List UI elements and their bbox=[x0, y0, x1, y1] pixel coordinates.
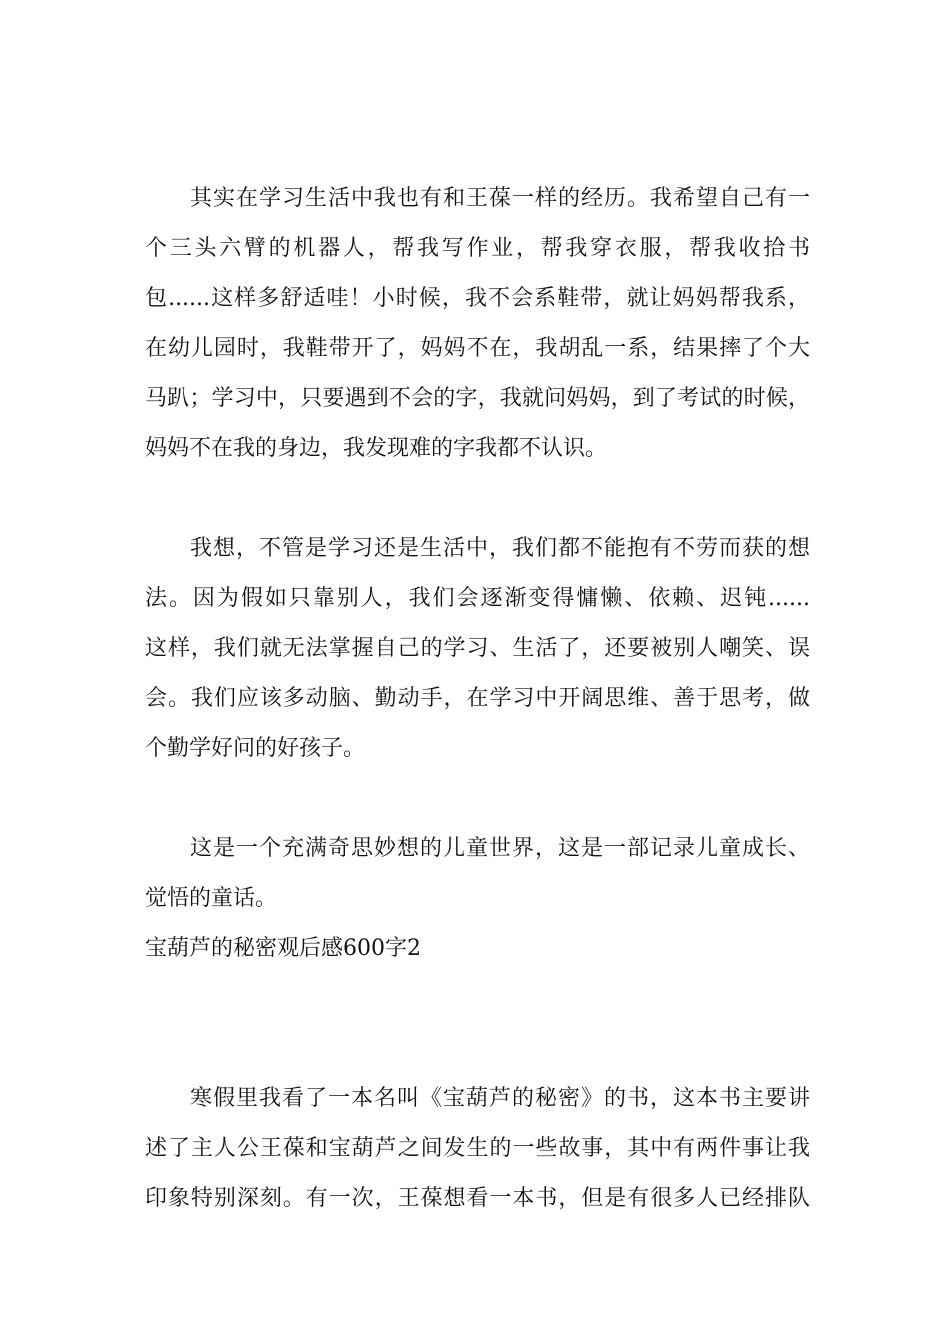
section-heading: 宝葫芦的秘密观后感600字2 bbox=[145, 936, 421, 961]
paragraph-line: 马趴；学习中，只要遇到不会的字，我就问妈妈，到了考试的时候， bbox=[145, 386, 810, 411]
paragraph-line: 这是一个充满奇思妙想的儿童世界，这是一部记录儿童成长、 bbox=[190, 836, 810, 861]
paragraph-line: 觉悟的童话。 bbox=[145, 886, 278, 911]
paragraph-line: 个三头六臂的机器人，帮我写作业，帮我穿衣服，帮我收拾书 bbox=[145, 236, 810, 261]
paragraph-line: 这样，我们就无法掌握自己的学习、生活了，还要被别人嘲笑、误 bbox=[145, 636, 810, 661]
paragraph-line: 在幼儿园时，我鞋带开了，妈妈不在，我胡乱一系，结果摔了个大 bbox=[145, 336, 810, 361]
paragraph-line: 妈妈不在我的身边，我发现难的字我都不认识。 bbox=[145, 436, 608, 461]
paragraph-line: 我想，不管是学习还是生活中，我们都不能抱有不劳而获的想 bbox=[190, 536, 810, 561]
paragraph-line: 述了主人公王葆和宝葫芦之间发生的一些故事，其中有两件事让我 bbox=[145, 1136, 810, 1161]
paragraph-line: 会。我们应该多动脑、勤动手，在学习中开阔思维、善于思考，做 bbox=[145, 686, 810, 711]
paragraph-line: 印象特别深刻。有一次，王葆想看一本书，但是有很多人已经排队 bbox=[145, 1186, 810, 1211]
paragraph-line: 包......这样多舒适哇！小时候，我不会系鞋带，就让妈妈帮我系， bbox=[145, 286, 810, 311]
paragraph-line: 其实在学习生活中我也有和王葆一样的经历。我希望自己有一 bbox=[190, 186, 810, 211]
paragraph-line: 个勤学好问的好孩子。 bbox=[145, 736, 366, 761]
paragraph-line: 法。因为假如只靠别人，我们会逐渐变得慵懒、依赖、迟钝...... bbox=[145, 586, 810, 611]
paragraph-line: 寒假里我看了一本名叫《宝葫芦的秘密》的书，这本书主要讲 bbox=[190, 1086, 810, 1111]
